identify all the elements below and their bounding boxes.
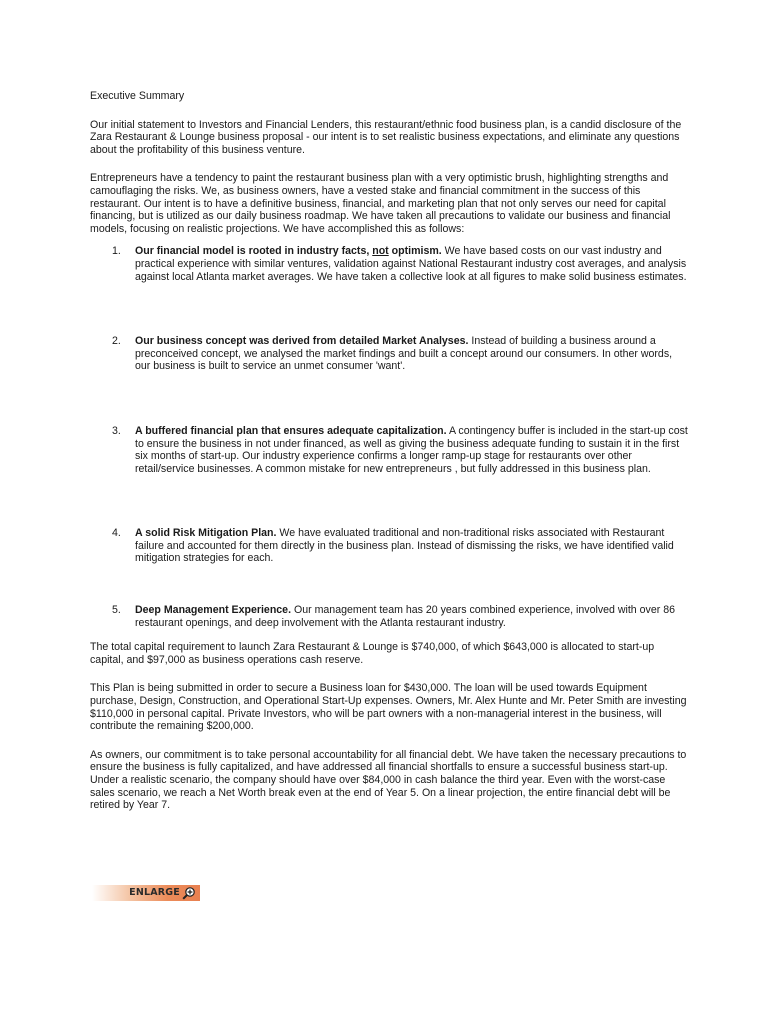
document-heading: Executive Summary bbox=[90, 90, 185, 102]
list-item-bold-lead: A buffered financial plan that ensures adequate capitalization. bbox=[135, 424, 447, 437]
list-item bbox=[90, 604, 690, 629]
enlarge-button-label: ENLARGE bbox=[129, 886, 180, 898]
list-item-number: 4. bbox=[112, 527, 121, 540]
list-item-bold-lead: Deep Management Experience. bbox=[135, 604, 292, 617]
zoom-in-icon bbox=[182, 886, 196, 900]
accomplishments-list bbox=[90, 245, 690, 629]
closing-paragraph-3: As owners, our commitment is to take personal accountability for all financial debt. We have taken the necessary precautions to ensure the business is fully capitalized, and have addressed all financial shortfalls to ensure a successful business start-up. Under a realistic scenario, the company should have over $84,000 in cash balance the third year. Even with the worst-case sales scenario, we reach a Net Worth break even at the end of Year 5. On a linear projection, the entire financial debt will be retired by Year 7. bbox=[90, 748, 687, 812]
list-item-text: Our management team has 20 years combined experience, involved with over 86 restaurant openings, and deep involvement with the Atlanta restaurant industry. bbox=[135, 604, 675, 629]
closing-paragraph-2: This Plan is being submitted in order to secure a Business loan for $430,000. The loan will be used towards Equipment purchase, Design, Construction, and Operational Start-Up expenses. Owners, Mr. Alex Hunte and Mr. Peter Smith are investing $110,000 in personal capital. Private Investors, who will be part owners with a non-managerial interest in the business, will contribute the remaining $200,000. bbox=[90, 682, 687, 733]
list-item-text: Instead of building a business around a preconceived concept, we analysed the market findings and built a concept around our consumers. In other words, our business is built to service an unmet consumer 'want'. bbox=[135, 335, 673, 373]
list-item-bold-lead: Our financial model is rooted in industry facts, bbox=[135, 245, 370, 258]
list-item-text: A contingency buffer is included in the start-up cost to ensure the business in not under financed, as well as giving the business adequate funding to sustain it in the first six months of start-up. Our industry experience confirms a longer ramp-up stage for restaurants over other retail/service businesses. A common mistake for new entrepreneurs , but fully addressed in this business plan. bbox=[135, 424, 688, 475]
list-item-bold-lead: Our business concept was derived from detailed Market Analyses. bbox=[135, 335, 469, 348]
document-page bbox=[90, 90, 690, 828]
list-item-bold-underlined: not bbox=[372, 245, 389, 258]
list-item bbox=[90, 527, 690, 565]
list-item bbox=[90, 335, 690, 373]
list-item-text: We have evaluated traditional and non-traditional risks associated with Restaurant failure and accounted for them directly in the business plan. Instead of dismissing the risks, we have identified valid mitigation strategies for each. bbox=[135, 527, 674, 565]
enlarge-button[interactable] bbox=[92, 885, 200, 901]
list-item-number: 3. bbox=[112, 424, 121, 437]
list-item-number: 2. bbox=[112, 335, 121, 348]
list-item-number: 1. bbox=[112, 245, 121, 258]
list-item-bold-lead: A solid Risk Mitigation Plan. bbox=[135, 527, 277, 540]
closing-paragraph-1: The total capital requirement to launch Zara Restaurant & Lounge is $740,000, of which $643,000 is allocated to start-up capital, and $97,000 as business operations cash reserve. bbox=[90, 641, 655, 666]
list-item bbox=[90, 425, 690, 475]
list-item-text: We have based costs on our vast industry and practical experience with similar ventures, validation against National Restaurant industry cost averages, and analysis against local Atlanta market averages. We have taken a collective look at all figures to make solid business estimates. bbox=[135, 245, 687, 283]
intro-paragraph-2: Entrepreneurs have a tendency to paint the restaurant business plan with a very optimistic brush, highlighting strengths and camouflaging the risks. We, as business owners, have a vested stake and financial commitment in the success of this restaurant. Our intent is to have a definitive business, financial, and marketing plan that not only serves our need for capital financing, but is utilized as our daily business roadmap. We have taken all precautions to validate our business and financial models, focusing on realistic projections. We have accomplished this as follows: bbox=[90, 172, 671, 235]
intro-paragraph-1: Our initial statement to Investors and Financial Lenders, this restaurant/ethnic food business plan, is a candid disclosure of the Zara Restaurant & Lounge business proposal - our intent is to set realistic business expectations, and eliminate any questions about the profitability of this business venture. bbox=[90, 118, 682, 156]
list-item-number: 5. bbox=[112, 604, 121, 617]
list-item-bold-tail: optimism. bbox=[391, 245, 442, 258]
list-item bbox=[90, 245, 690, 283]
